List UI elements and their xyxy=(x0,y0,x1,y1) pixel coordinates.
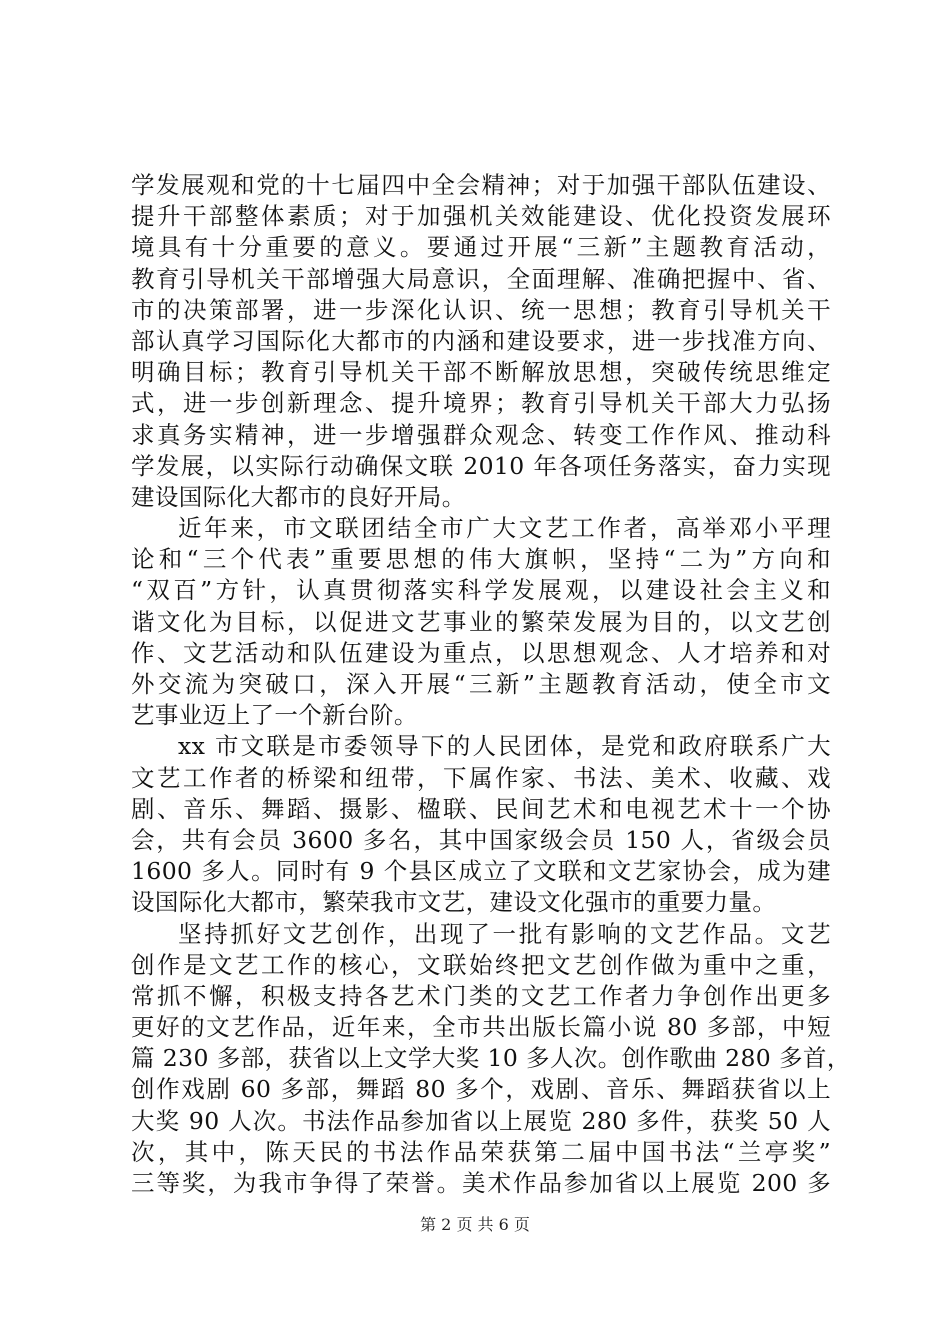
text-line: 坚持抓好文艺创作，出现了一批有影响的文艺作品。文艺 xyxy=(178,919,831,948)
text-line: 次，其中，陈天民的书法作品荣获第二届中国书法“兰亭奖” xyxy=(131,1137,831,1166)
text-line: 部认真学习国际化大都市的内涵和建设要求，进一步找准方向、 xyxy=(131,326,831,355)
text-line: 创作是文艺工作的核心，文联始终把文艺创作做为重中之重， xyxy=(131,950,831,979)
text-line: 提升干部整体素质；对于加强机关效能建设、优化投资发展环 xyxy=(131,202,831,231)
text-line: 境具有十分重要的意义。要通过开展“三新”主题教育活动， xyxy=(131,233,831,262)
text-line: 三等奖，为我市争得了荣誉。美术作品参加省以上展览 200 多 xyxy=(131,1169,831,1197)
text-line: 大奖 90 人次。书法作品参加省以上展览 280 多件，获奖 50 人 xyxy=(131,1106,831,1135)
text-line: 学发展观和党的十七届四中全会精神；对于加强干部队伍建设、 xyxy=(131,171,831,199)
text-line: 艺事业迈上了一个新台阶。 xyxy=(131,701,418,730)
text-line: 文艺工作者的桥梁和纽带，下属作家、书法、美术、收藏、戏 xyxy=(131,763,831,792)
text-line: xx 市文联是市委领导下的人民团体，是党和政府联系广大 xyxy=(178,732,831,761)
text-line: 论和“三个代表”重要思想的伟大旗帜，坚持“二为”方向和 xyxy=(131,545,831,574)
text-line: 近年来，市文联团结全市广大文艺工作者，高举邓小平理 xyxy=(178,514,831,543)
text-line: 教育引导机关干部增强大局意识，全面理解、准确把握中、省、 xyxy=(131,264,831,293)
text-line: 会，共有会员 3600 多名，其中国家级会员 150 人，省级会员 xyxy=(131,825,831,854)
page-footer: 第 2 页 共 6 页 xyxy=(420,1215,530,1234)
text-line: 1600 多人。同时有 9 个县区成立了文联和文艺家协会，成为建 xyxy=(131,857,831,886)
text-line: 作、文艺活动和队伍建设为重点，以思想观念、人才培养和对 xyxy=(131,638,831,667)
text-line: 剧、音乐、舞蹈、摄影、楹联、民间艺术和电视艺术十一个协 xyxy=(131,794,831,823)
text-line: “双百”方针，认真贯彻落实科学发展观，以建设社会主义和 xyxy=(131,576,831,605)
text-line: 更好的文艺作品，近年来，全市共出版长篇小说 80 多部，中短 xyxy=(131,1013,831,1042)
text-line: 创作戏剧 60 多部，舞蹈 80 多个，戏剧、音乐、舞蹈获省以上 xyxy=(131,1075,831,1104)
body-text xyxy=(131,170,851,1199)
text-line: 建设国际化大都市的良好开局。 xyxy=(131,482,466,511)
text-line: 明确目标；教育引导机关干部不断解放思想，突破传统思维定 xyxy=(131,358,831,387)
text-line: 求真务实精神，进一步增强群众观念、转变工作作风、推动科 xyxy=(131,420,831,449)
text-line: 学发展，以实际行动确保文联 2010 年各项任务落实，奋力实现 xyxy=(131,451,831,480)
text-line: 谐文化为目标，以促进文艺事业的繁荣发展为目的，以文艺创 xyxy=(131,607,831,636)
text-line: 市的决策部署，进一步深化认识、统一思想；教育引导机关干 xyxy=(131,295,831,324)
text-line: 常抓不懈，积极支持各艺术门类的文艺工作者力争创作出更多 xyxy=(131,981,831,1010)
text-line: 设国际化大都市，繁荣我市文艺，建设文化强市的重要力量。 xyxy=(131,888,777,917)
text-line: 外交流为突破口，深入开展“三新”主题教育活动，使全市文 xyxy=(131,670,831,698)
text-line: 式，进一步创新理念、提升境界；教育引导机关干部大力弘扬 xyxy=(131,389,831,418)
text-line: 篇 230 多部，获省以上文学大奖 10 多人次。创作歌曲 280 多首， xyxy=(131,1044,851,1073)
